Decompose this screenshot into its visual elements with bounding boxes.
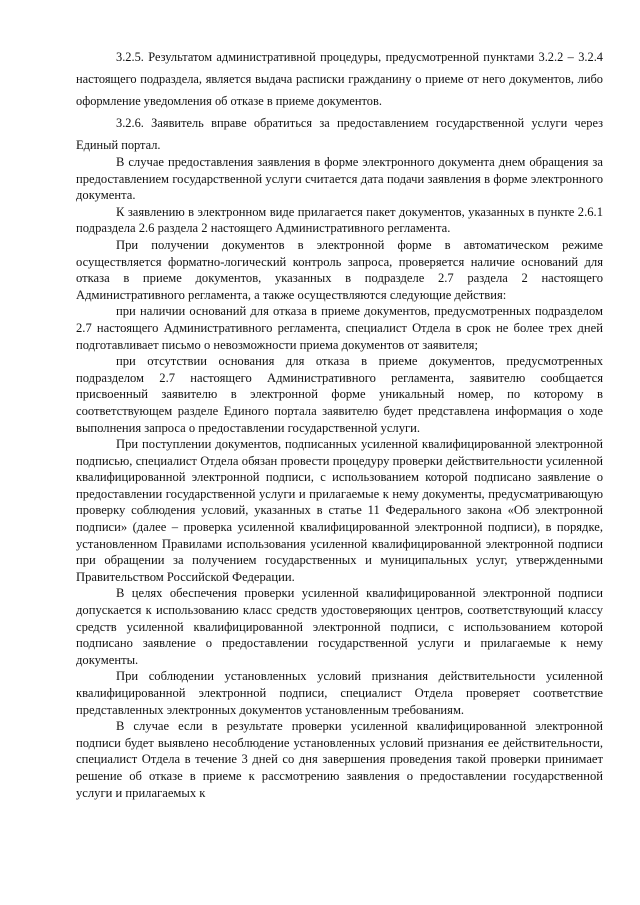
main-section xyxy=(76,154,603,801)
paragraph-electronic-application-date: В случае предоставления заявления в форме электронного документа днем обращения за предоставлением государственной услуги считается дата подачи заявления в форме электронного документа. xyxy=(76,155,603,203)
paragraph-verification-failure: В случае если в результате проверки усиленной квалифицированной электронной подписи будет выявлено несоблюдение установленных условий признания ее действительности, специалист Отдела в течение 3 дней со дня завершения проведения такой проверки принимает решение об отказе в приеме к рассмотрению заявления о предоставлении государственной услуги и прилагаемых к xyxy=(76,719,603,800)
paragraph-compliance-check: При соблюдении установленных условий признания действительности усиленной квалифицированной электронной подписи, специалист Отдела проверяет соответствие представленных электронных документов установленным требованиям. xyxy=(76,669,603,717)
paragraph-3-2-6: 3.2.6. Заявитель вправе обратиться за предоставлением государственной услуги через Единый портал. xyxy=(76,116,603,152)
paragraph-attached-documents: К заявлению в электронном виде прилагается пакет документов, указанных в пункте 2.6.1 подраздела 2.6 раздела 2 настоящего Административного регламента. xyxy=(76,204,603,236)
paragraph-grounds-for-refusal: при наличии оснований для отказа в приеме документов, предусмотренных подразделом 2.7 настоящего Административного регламента, специалист Отдела в срок не более трех дней подготавливает письмо о невозможности приема документов от заявителя; xyxy=(76,304,603,352)
top-section xyxy=(76,46,603,156)
paragraph-no-grounds-for-refusal: при отсутствии основания для отказа в приеме документов, предусмотренных подразделом 2.7 настоящего Административного регламента, заявителю сообщается присвоенный заявителю в электронной форме уникальный номер, по которому в соответствующем разделе Единого портала заявителю будет представлена информация о ходе выполнения запроса о предоставлении государственной услуги. xyxy=(76,354,603,435)
paragraph-certification-centers: В целях обеспечения проверки усиленной квалифицированной электронной подписи допускается к использованию класс средств удостоверяющих центров, соответствующий классу средств усиленной квалифицированной электронной подписи, с использованием которой подписано заявление о предоставлении государственной услуги и прилагаемые к нему документы. xyxy=(76,586,603,667)
paragraph-format-logical-control: При получении документов в электронной форме в автоматическом режиме осуществляется форматно-логический контроль запроса, проверяется наличие оснований для отказа в приеме документов, указанных в подразделе 2.7 раздела 2 настоящего Административного регламента, а также осуществляются следующие действия: xyxy=(76,237,603,302)
paragraph-3-2-5: 3.2.5. Результатом административной процедуры, предусмотренной пунктами 3.2.2 – 3.2.4 настоящего подраздела, является выдача расписки гражданину о приеме от него документов, либо оформление уведомления об отказе в приеме документов. xyxy=(76,50,603,108)
paragraph-signature-verification: При поступлении документов, подписанных усиленной квалифицированной электронной подписью, специалист Отдела обязан провести процедуру проверки действительности усиленной квалифицированной электронной подписи, с использованием которой подписано заявление о предоставлении государственной услуги и прилагаемые к нему документы, предусматривающую проверку соблюдения условий, указанных в статье 11 Федерального закона «Об электронной подписи» (далее – проверка усиленной квалифицированной электронной подписи), в порядке, установленном Правилами использования усиленной квалифицированной электронной подписи при обращении за получением государственных и муниципальных услуг, утвержденными Правительством Российской Федерации. xyxy=(76,437,603,584)
